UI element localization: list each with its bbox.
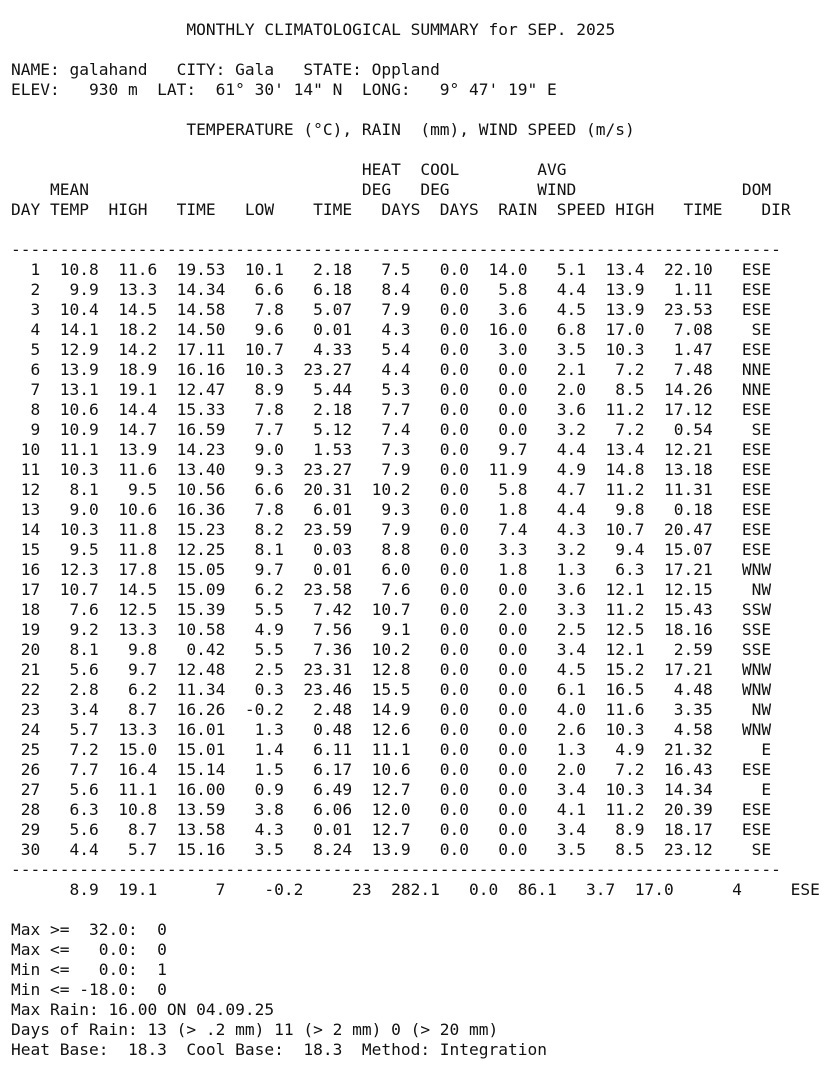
daily-row: 19 9.2 13.3 10.58 4.9 7.56 9.1 0.0 0.0 2.5 12.5 18.16 SSE bbox=[11, 620, 772, 639]
daily-row: 30 4.4 5.7 15.16 3.5 8.24 13.9 0.0 0.0 3.5 8.5 23.12 SE bbox=[11, 840, 772, 859]
blank-line bbox=[11, 140, 820, 160]
daily-row: 14 10.3 11.8 15.23 8.2 23.59 7.9 0.0 7.4 4.3 10.7 20.47 ESE bbox=[11, 520, 772, 539]
daily-row: 13 9.0 10.6 16.36 7.8 6.01 9.3 0.0 1.8 4.4 9.8 0.18 ESE bbox=[11, 500, 772, 519]
daily-row: 25 7.2 15.0 15.01 1.4 6.11 11.1 0.0 0.0 1.3 4.9 21.32 E bbox=[11, 740, 772, 759]
daily-row: 10 11.1 13.9 14.23 9.0 1.53 7.3 0.0 9.7 4.4 13.4 12.21 ESE bbox=[11, 440, 772, 459]
divider-line: ------------------------------------------------------------------------------- bbox=[11, 860, 781, 879]
daily-row: 26 7.7 16.4 15.14 1.5 6.17 10.6 0.0 0.0 2.0 7.2 16.43 ESE bbox=[11, 760, 772, 779]
column-header-line: DAY TEMP HIGH TIME LOW TIME DAYS DAYS RAIN SPEED HIGH TIME DIR bbox=[11, 200, 791, 219]
daily-row: 2 9.9 13.3 14.34 6.6 6.18 8.4 0.0 5.8 4.4 13.9 1.11 ESE bbox=[11, 280, 772, 299]
daily-row: 5 12.9 14.2 17.11 10.7 4.33 5.4 0.0 3.0 3.5 10.3 1.47 ESE bbox=[11, 340, 772, 359]
summary-line: Heat Base: 18.3 Cool Base: 18.3 Method: Integration bbox=[11, 1040, 548, 1059]
daily-row: 20 8.1 9.8 0.42 5.5 7.36 10.2 0.0 0.0 3.4 12.1 2.59 SSE bbox=[11, 640, 772, 659]
daily-row: 4 14.1 18.2 14.50 9.6 0.01 4.3 0.0 16.0 6.8 17.0 7.08 SE bbox=[11, 320, 772, 339]
daily-row: 17 10.7 14.5 15.09 6.2 23.58 7.6 0.0 0.0 3.6 12.1 12.15 NW bbox=[11, 580, 772, 599]
report-title: MONTHLY CLIMATOLOGICAL SUMMARY for SEP. 2025 bbox=[11, 20, 616, 39]
summary-line: Min <= -18.0: 0 bbox=[11, 980, 167, 999]
daily-row: 15 9.5 11.8 12.25 8.1 0.03 8.8 0.0 3.3 3.2 9.4 15.07 ESE bbox=[11, 540, 772, 559]
column-header-line: MEAN DEG DEG WIND DOM bbox=[11, 180, 772, 199]
blank-line bbox=[11, 100, 820, 120]
column-header-line: HEAT COOL AVG bbox=[11, 160, 567, 179]
climatological-summary-report bbox=[11, 20, 820, 1060]
daily-row: 1 10.8 11.6 19.53 10.1 2.18 7.5 0.0 14.0 5.1 13.4 22.10 ESE bbox=[11, 260, 772, 279]
location-info-line: ELEV: 930 m LAT: 61° 30' 14" N LONG: 9° 47' 19" E bbox=[11, 80, 557, 99]
units-line: TEMPERATURE (°C), RAIN (mm), WIND SPEED (m/s) bbox=[11, 120, 635, 139]
station-info-line: NAME: galahand CITY: Gala STATE: Oppland bbox=[11, 60, 440, 79]
daily-rows bbox=[11, 260, 820, 860]
daily-row: 6 13.9 18.9 16.16 10.3 23.27 4.4 0.0 0.0 2.1 7.2 7.48 NNE bbox=[11, 360, 772, 379]
summary-block bbox=[11, 920, 820, 1060]
daily-row: 11 10.3 11.6 13.40 9.3 23.27 7.9 0.0 11.9 4.9 14.8 13.18 ESE bbox=[11, 460, 772, 479]
daily-row: 12 8.1 9.5 10.56 6.6 20.31 10.2 0.0 5.8 4.7 11.2 11.31 ESE bbox=[11, 480, 772, 499]
divider-line: ------------------------------------------------------------------------------- bbox=[11, 240, 781, 259]
blank-line bbox=[11, 40, 820, 60]
blank-line bbox=[11, 220, 820, 240]
summary-line: Max >= 32.0: 0 bbox=[11, 920, 167, 939]
daily-row: 22 2.8 6.2 11.34 0.3 23.46 15.5 0.0 0.0 6.1 16.5 4.48 WNW bbox=[11, 680, 772, 699]
daily-row: 8 10.6 14.4 15.33 7.8 2.18 7.7 0.0 0.0 3.6 11.2 17.12 ESE bbox=[11, 400, 772, 419]
summary-line: Max <= 0.0: 0 bbox=[11, 940, 167, 959]
daily-row: 9 10.9 14.7 16.59 7.7 5.12 7.4 0.0 0.0 3.2 7.2 0.54 SE bbox=[11, 420, 772, 439]
daily-row: 29 5.6 8.7 13.58 4.3 0.01 12.7 0.0 0.0 3.4 8.9 18.17 ESE bbox=[11, 820, 772, 839]
daily-row: 23 3.4 8.7 16.26 -0.2 2.48 14.9 0.0 0.0 4.0 11.6 3.35 NW bbox=[11, 700, 772, 719]
summary-line: Max Rain: 16.00 ON 04.09.25 bbox=[11, 1000, 275, 1019]
totals-line: 8.9 19.1 7 -0.2 23 282.1 0.0 86.1 3.7 17.0 4 ESE bbox=[11, 880, 820, 899]
daily-row: 7 13.1 19.1 12.47 8.9 5.44 5.3 0.0 0.0 2.0 8.5 14.26 NNE bbox=[11, 380, 772, 399]
daily-row: 27 5.6 11.1 16.00 0.9 6.49 12.7 0.0 0.0 3.4 10.3 14.34 E bbox=[11, 780, 772, 799]
daily-row: 24 5.7 13.3 16.01 1.3 0.48 12.6 0.0 0.0 2.6 10.3 4.58 WNW bbox=[11, 720, 772, 739]
daily-row: 28 6.3 10.8 13.59 3.8 6.06 12.0 0.0 0.0 4.1 11.2 20.39 ESE bbox=[11, 800, 772, 819]
blank-line bbox=[11, 900, 820, 920]
summary-line: Min <= 0.0: 1 bbox=[11, 960, 167, 979]
daily-row: 21 5.6 9.7 12.48 2.5 23.31 12.8 0.0 0.0 4.5 15.2 17.21 WNW bbox=[11, 660, 772, 679]
summary-line: Days of Rain: 13 (> .2 mm) 11 (> 2 mm) 0 (> 20 mm) bbox=[11, 1020, 499, 1039]
daily-row: 18 7.6 12.5 15.39 5.5 7.42 10.7 0.0 2.0 3.3 11.2 15.43 SSW bbox=[11, 600, 772, 619]
daily-row: 16 12.3 17.8 15.05 9.7 0.01 6.0 0.0 1.8 1.3 6.3 17.21 WNW bbox=[11, 560, 772, 579]
daily-row: 3 10.4 14.5 14.58 7.8 5.07 7.9 0.0 3.6 4.5 13.9 23.53 ESE bbox=[11, 300, 772, 319]
